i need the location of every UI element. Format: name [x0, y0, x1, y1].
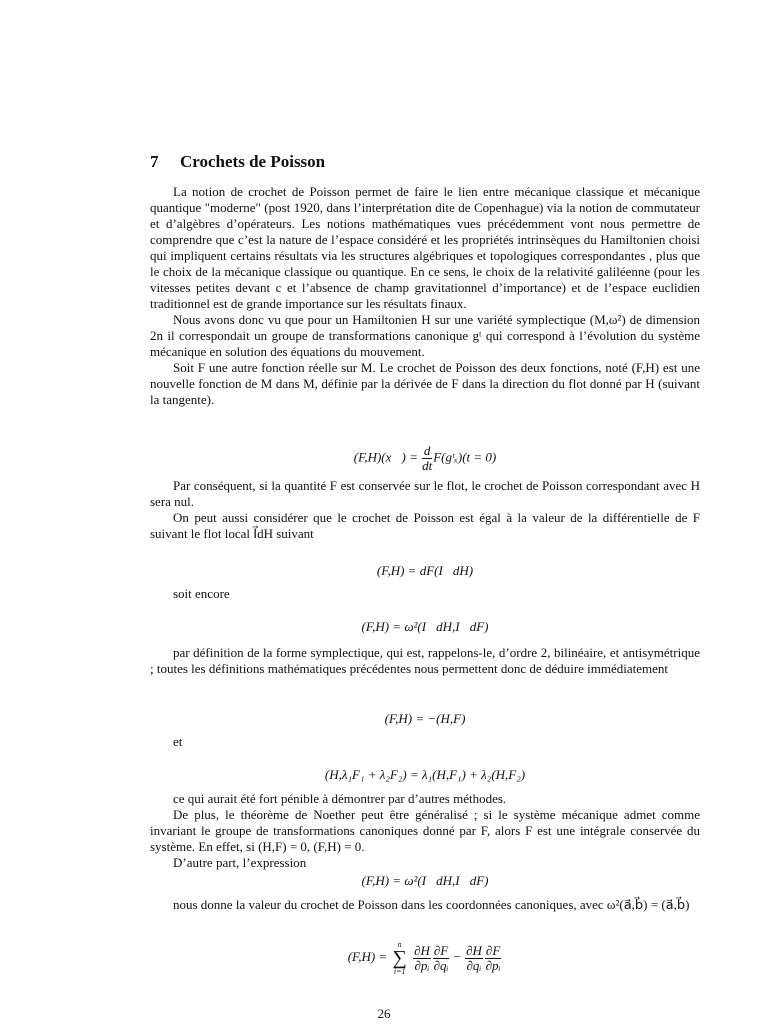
paragraph-block-7 — [150, 897, 700, 913]
summation — [393, 940, 407, 976]
paragraph-8: et — [173, 734, 183, 749]
equation-3: (F,H) = ω²(I⃗dH,I⃗dF) — [361, 619, 489, 634]
paragraph-block-3 — [150, 586, 700, 602]
section-number: 7 — [150, 152, 159, 171]
equation-1-denominator: dt — [422, 458, 433, 473]
equation-1-lhs: (F,H)(x⃗) = — [353, 449, 418, 465]
fraction-df-dp — [485, 944, 501, 973]
paragraph-9: ce qui aurait été fort pénible à démontrer par d’autres méthodes. — [173, 791, 507, 806]
fraction-numerator: ∂F — [485, 942, 501, 958]
paragraph-10: De plus, le théorème de Noether peut être généralisé ; si le système mécanique admet comme invariant le groupe de transformations canoniques donné par F, alors F est une intégrale conservée du système. En effet, si (H,F) = 0, (F,H) = 0. — [150, 807, 700, 854]
equation-1-rhs: F(gᵗₓ)(t = 0) — [433, 449, 497, 465]
section-heading — [150, 152, 325, 172]
fraction-numerator: ∂H — [466, 942, 482, 958]
fraction-df-dq — [433, 944, 449, 973]
paragraph-1: La notion de crochet de Poisson permet de faire le lien entre mécanique classique et mécanique quantique "moderne" (post 1920, dans l’interprétation dite de Copenhague) via la notion de commutateur et d’algèbres d’opérateurs. Les notions mathématiques vues précédemment vont nous permettre de comprendre que c’est la nature de l’espace considéré et les propriétés intrinsèques du Hamiltonien choisi qui impliquent certains résultats via les structures algébriques et topologiques correspondantes , plus que le choix de la mécanique classique ou quantique. En ce sens, le choix de la relativité galiléenne (pour les vitesses petites devant c et l’absence de champ gravitationnel d’importance) et de l’espace euclidien traditionnel est de grande importance sur les résultats finaux. — [150, 184, 700, 311]
paragraph-block-5 — [150, 734, 700, 750]
paragraph-block-4 — [150, 645, 700, 677]
paragraph-11: D’autre part, l’expression — [173, 855, 307, 870]
paragraph-12: nous donne la valeur du crochet de Poisson dans les coordonnées canoniques, avec ω²(a⃗,b⃗) = (a⃗,b⃗) — [173, 897, 690, 912]
equation-7-lhs: (F,H) = — [347, 948, 388, 964]
page-number: 26 — [377, 1006, 391, 1021]
fraction-denominator: ∂pᵢ — [414, 957, 430, 973]
equation-6: (F,H) = ω²(I⃗dH,I⃗dF) — [361, 873, 489, 888]
equation-7 — [150, 940, 700, 976]
section-title: Crochets de Poisson — [180, 152, 326, 171]
sum-sign: ∑ — [392, 947, 407, 969]
fraction-denominator: ∂pᵢ — [485, 957, 501, 973]
paragraph-5: On peut aussi considérer que le crochet de Poisson est égal à la valeur de la différentielle de F suivant le flot local I⃗dH suivant — [150, 510, 700, 541]
equation-1-fraction — [422, 444, 432, 473]
fraction-denominator: ∂qᵢ — [433, 957, 449, 973]
equation-1-numerator: d — [423, 443, 431, 458]
paragraph-7: par définition de la forme symplectique, qui est, rappelons-le, d’ordre 2, bilinéaire, et antisymétrique ; toutes les définitions mathématiques précédentes nous permettent donc de déduire immédiatement — [150, 645, 700, 676]
paragraph-6: soit encore — [173, 586, 230, 601]
equation-1 — [150, 444, 700, 473]
paragraph-block-2 — [150, 478, 700, 542]
equation-4: (F,H) = −(H,F) — [384, 711, 466, 726]
sum-lower-limit: i=1 — [393, 967, 406, 976]
minus-sign: − — [453, 948, 461, 964]
fraction-denominator: ∂qᵢ — [466, 957, 482, 973]
equation-5: (H,λ₁F₁ + λ₂F₂) = λ₁(H,F₁) + λ₂(H,F₂) — [324, 767, 526, 782]
paragraph-2: Nous avons donc vu que pour un Hamiltonien H sur une variété symplectique (M,ω²) de dimension 2n il correspondait un groupe de transformations canonique gᵗ qui correspond à l’évolution du système mécanique en solution des équations du mouvement. — [150, 312, 700, 359]
paragraph-intro — [150, 184, 700, 408]
fraction-dh-dq — [465, 944, 483, 973]
fraction-dh-dp — [413, 944, 431, 973]
equation-2: (F,H) = dF(I⃗dH) — [376, 563, 474, 578]
paragraph-3: Soit F une autre fonction réelle sur M. Le crochet de Poisson des deux fonctions, noté (F,H) est une nouvelle fonction de M dans M, définie par la dérivée de F dans la direction du flot donné par H (suivant la tangente). — [150, 360, 700, 407]
paragraph-block-6 — [150, 791, 700, 871]
fraction-numerator: ∂F — [433, 942, 449, 958]
sum-upper-limit: n — [397, 940, 402, 949]
paragraph-4: Par conséquent, si la quantité F est conservée sur le flot, le crochet de Poisson correspondant avec H sera nul. — [150, 478, 700, 509]
fraction-numerator: ∂H — [414, 942, 430, 958]
